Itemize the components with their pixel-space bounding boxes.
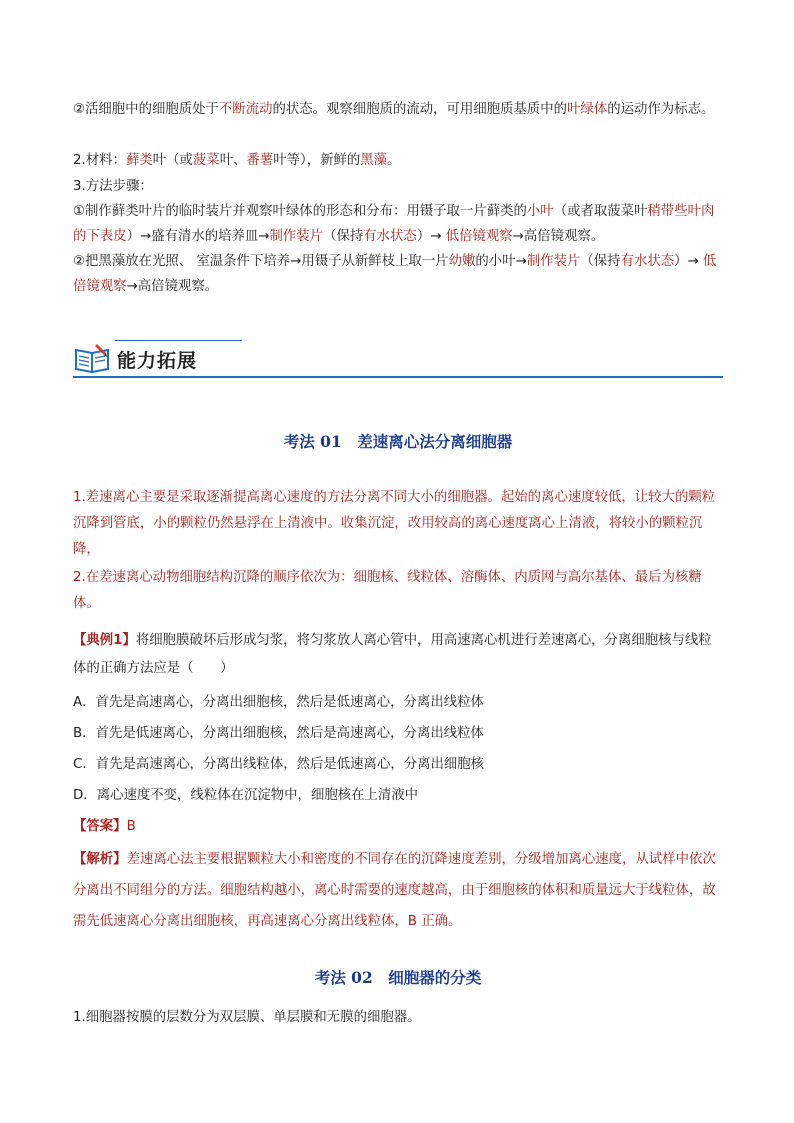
method02-heading: 考法 02 细胞器的分类 xyxy=(314,968,482,987)
text-run: ）→ xyxy=(416,229,446,244)
section-topline xyxy=(115,340,242,341)
text-run: 。 xyxy=(387,153,401,168)
book-icon xyxy=(73,342,113,374)
highlight-text: 小叶 xyxy=(526,204,554,219)
highlight-text: 低倍镜观察 xyxy=(445,229,513,244)
text-run: 的小叶→ xyxy=(475,254,527,269)
highlight-text: 番薯 xyxy=(246,153,274,168)
highlight-text: 制作装片 xyxy=(526,254,581,269)
text-run: ①制作藓类叶片的临时装片并观察叶绿体的形态和分布：用镊子取一片藓类的 xyxy=(73,204,527,219)
option-b: B．首先是低速离心，分离出细胞核，然后是高速离心，分离出线粒体 xyxy=(73,726,484,741)
example-label: 【典例1】 xyxy=(73,633,136,648)
highlight-text: 稍带些叶肉的下表皮 xyxy=(73,204,715,244)
option-d: D．离心速度不变，线粒体在沉淀物中，细胞核在上清液中 xyxy=(73,788,419,803)
analysis-label: 【解析】 xyxy=(73,852,127,867)
text-run: 叶（或 xyxy=(152,153,193,168)
text-run: 的状态。观察细胞质的流动，可用细胞质基质中的 xyxy=(272,102,568,117)
method01-point2: 2.在差速离心动物细胞结构沉降的顺序依次为：细胞核、线粒体、溶酶体、内质网与高尔基体、最后为核糖体。 xyxy=(73,570,702,611)
highlight-text: 叶绿体 xyxy=(567,102,608,117)
method01-point1: 1.差速离心主要是采取逐渐提高离心速度的方法分离不同大小的细胞器。起始的离心速度较低，让较大的颗粒沉降到管底，小的颗粒仍然悬浮在上清液中。收集沉淀，改用较高的离心速度离心上清液，将较小的颗粒沉降， xyxy=(73,490,716,557)
method-title: 3.方法步骤： xyxy=(73,179,153,194)
text-run: 叶、 xyxy=(219,153,247,168)
step2-paragraph xyxy=(73,249,723,299)
text-run: （或者取菠菜叶 xyxy=(553,204,648,219)
highlight-text: 藓类 xyxy=(125,153,153,168)
text-run: 的运动作为标志。 xyxy=(607,102,715,117)
highlight-text: 低倍镜观察 xyxy=(73,254,717,294)
flow-paragraph xyxy=(73,97,723,122)
method01-heading: 考法 01 差速离心法分离细胞器 xyxy=(283,432,513,451)
text-run: ）→ xyxy=(674,254,703,269)
example-text: 将细胞膜破坏后形成匀浆，将匀浆放人离心管中，用高速离心机进行差速离心，分离细胞核与线粒体的正确方法应是（ ） xyxy=(73,633,712,676)
highlight-text: 黑藻 xyxy=(360,153,388,168)
answer-value: B xyxy=(126,819,136,834)
highlight-text: 制作装片 xyxy=(269,229,324,244)
answer-line xyxy=(73,813,723,841)
text-run: （保持 xyxy=(323,229,364,244)
highlight-text: 不断流动 xyxy=(218,102,273,117)
answer-label: 【答案】 xyxy=(73,819,127,834)
text-run: （保持 xyxy=(580,254,621,269)
text-run: ②把黑藻放在光照、 室温条件下培养→用镊子从新鲜枝上取一片 xyxy=(73,254,449,269)
text-run: →高倍镜观察。 xyxy=(512,229,605,244)
option-c: C．首先是高速离心，分离出线粒体，然后是低速离心，分离出细胞核 xyxy=(73,757,485,772)
materials-paragraph xyxy=(73,148,723,173)
highlight-text: 幼嫩 xyxy=(448,254,476,269)
text-run: ②活细胞中的细胞质处于 xyxy=(73,102,219,117)
analysis-paragraph xyxy=(73,844,723,937)
method02-point1: 1.细胞器按膜的层数分为双层膜、单层膜和无膜的细胞器。 xyxy=(73,1010,421,1025)
text-run: ）→盛有清水的培养皿→ xyxy=(126,229,270,244)
text-run: 2.材料： xyxy=(73,153,126,168)
text-run: →高倍镜观察。 xyxy=(126,279,219,294)
analysis-text: 差速离心法主要根据颗粒大小和密度的不同存在的沉降速度差别，分级增加离心速度，从试样中依次分离出不同组分的方法。细胞结构越小，离心时需要的速度越高，由于细胞核的体积和质量远大于线粒体，故需先低速离心分离出细胞核，再高速离心分离出线粒体，B 正确。 xyxy=(73,852,716,929)
option-a: A．首先是高速离心，分离出细胞核，然后是低速离心，分离出线粒体 xyxy=(73,695,484,710)
example-paragraph xyxy=(73,627,723,683)
highlight-text: 有水状态 xyxy=(620,254,675,269)
highlight-text: 有水状态 xyxy=(363,229,417,244)
step1-paragraph xyxy=(73,199,723,249)
text-run: 叶等），新鲜的 xyxy=(273,153,361,168)
highlight-text: 菠菜 xyxy=(192,153,220,168)
section-title: 能力拓展 xyxy=(117,350,198,372)
section-header xyxy=(73,340,723,380)
section-divider xyxy=(73,376,723,378)
